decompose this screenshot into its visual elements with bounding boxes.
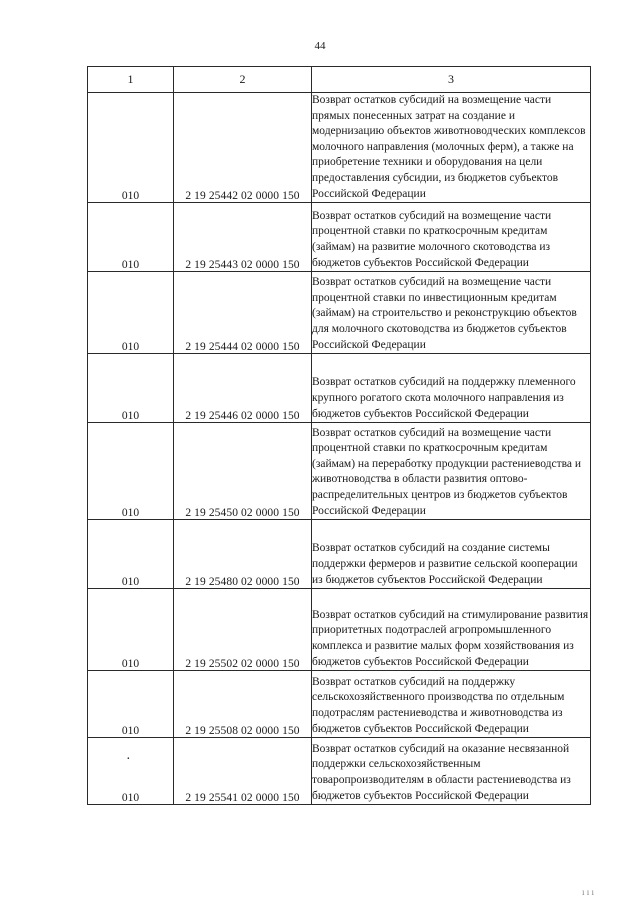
admin-code-cell: 010	[88, 272, 174, 354]
table-row	[88, 93, 591, 203]
table-row	[88, 203, 591, 272]
table-row	[88, 589, 591, 671]
budget-classification-table	[87, 66, 591, 805]
admin-code-cell: 010	[88, 203, 174, 272]
budget-code-cell: 2 19 25450 02 0000 150	[174, 423, 312, 520]
budget-code-cell: 2 19 25446 02 0000 150	[174, 354, 312, 423]
admin-code-value: 010	[121, 792, 140, 805]
description-cell: Возврат остатков субсидий на поддержку племенного крупного рогатого скота молочного направления из бюджетов субъектов Российской Федерации	[312, 354, 591, 423]
description-cell: Возврат остатков субсидий на поддержку сельскохозяйственного производства по отдельным подотраслям растениеводства и животноводства из бюджетов субъектов Российской Федерации	[312, 671, 591, 738]
table-row	[88, 671, 591, 738]
description-cell: Возврат остатков субсидий на возмещение части прямых понесенных затрат на создание и модернизацию объектов животноводческих комплексов молочного направления (молочных ферм), а также на приобретение техники и оборудования на цели предоставления субсидии, из бюджетов субъектов Российской Федерации	[312, 93, 591, 203]
admin-code-cell: 010	[88, 589, 174, 671]
budget-code-cell: 2 19 25442 02 0000 150	[174, 93, 312, 203]
table-row	[88, 423, 591, 520]
header-column-2: 2	[174, 67, 312, 93]
admin-code-cell: 010	[88, 671, 174, 738]
description-cell: Возврат остатков субсидий на возмещение части процентной ставки по краткосрочным кредитам (займам) на переработку продукции растениеводства и животноводства в области развития оптово-распределительных центров из бюджетов субъектов Российской Федерации	[312, 423, 591, 520]
table-row	[88, 354, 591, 423]
table-row	[88, 272, 591, 354]
budget-code-cell: 2 19 25480 02 0000 150	[174, 520, 312, 589]
table-row	[88, 738, 591, 805]
budget-code-cell: 2 19 25502 02 0000 150	[174, 589, 312, 671]
budget-code-cell: 2 19 25541 02 0000 150	[174, 738, 312, 805]
description-cell: Возврат остатков субсидий на возмещение части процентной ставки по краткосрочным кредитам (займам) на развитие молочного скотоводства из бюджетов субъектов Российской Федерации	[312, 203, 591, 272]
budget-code-cell: 2 19 25444 02 0000 150	[174, 272, 312, 354]
description-cell: Возврат остатков субсидий на возмещение части процентной ставки по инвестиционным кредитам (займам) на строительство и реконструкцию объектов для молочного скотоводства из бюджетов субъектов Российской Федерации	[312, 272, 591, 354]
budget-code-cell: 2 19 25508 02 0000 150	[174, 671, 312, 738]
budget-code-cell: 2 19 25443 02 0000 150	[174, 203, 312, 272]
admin-code-cell: 010	[88, 354, 174, 423]
admin-code-cell: 010	[88, 423, 174, 520]
admin-code-cell: 010	[88, 93, 174, 203]
header-column-1: 1	[88, 67, 174, 93]
description-cell: Возврат остатков субсидий на стимулирование развития приоритетных подотраслей агропромышленного комплекса и развитие малых форм хозяйствования из бюджетов субъектов Российской Федерации	[312, 589, 591, 671]
table-header-row	[88, 67, 591, 93]
admin-code-cell: 010	[88, 520, 174, 589]
header-column-3: 3	[312, 67, 591, 93]
stray-mark: ·	[126, 752, 131, 768]
page-number: 44	[314, 40, 326, 52]
description-cell: Возврат остатков субсидий на создание системы поддержки фермеров и развитие сельской кооперации из бюджетов субъектов Российской Федерации	[312, 520, 591, 589]
description-cell: Возврат остатков субсидий на оказание несвязанной поддержки сельскохозяйственным товаропроизводителям в области растениеводства из бюджетов субъектов Российской Федерации	[312, 738, 591, 805]
scan-mark: ı ı ı	[581, 887, 594, 897]
admin-code-cell	[88, 738, 174, 805]
table-row	[88, 520, 591, 589]
